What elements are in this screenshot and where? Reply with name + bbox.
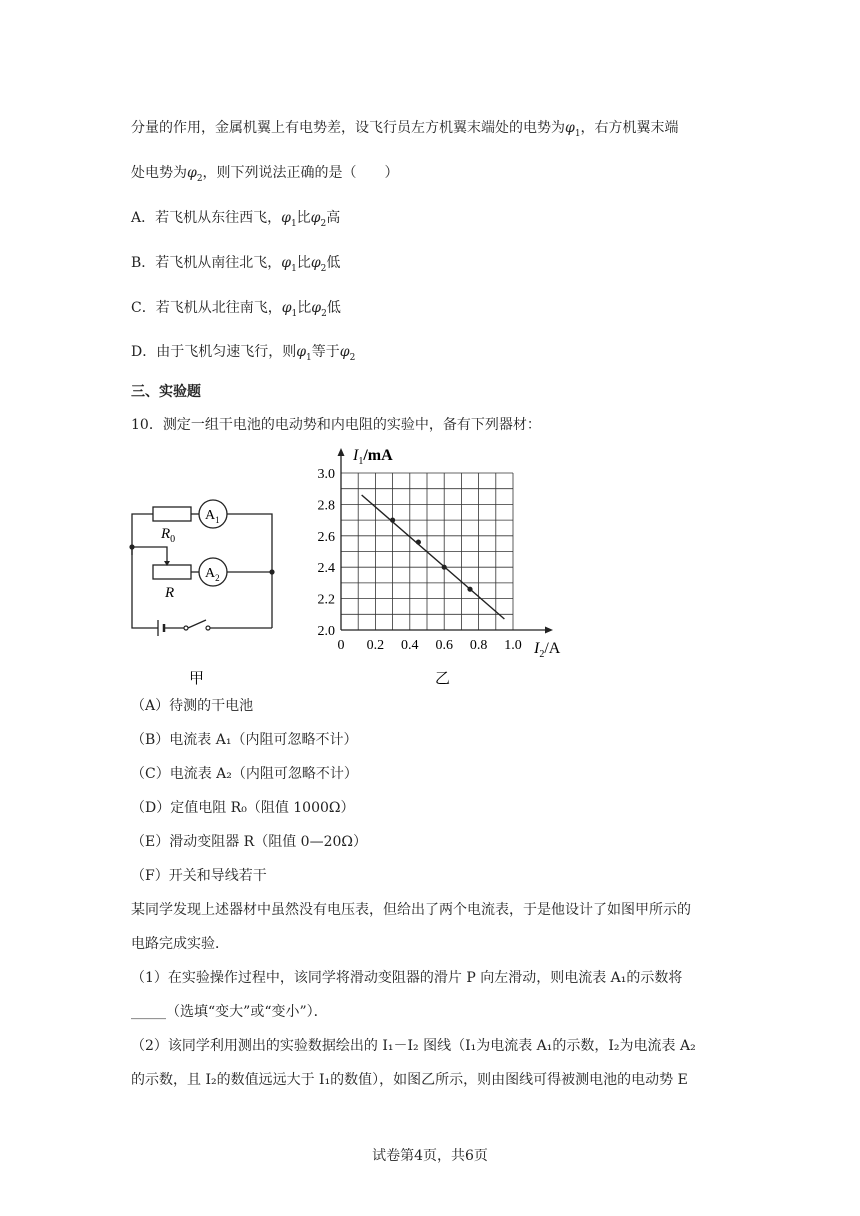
data-point — [467, 587, 472, 592]
junction-right — [269, 569, 274, 574]
sub-question-2-line-2: 的示数，且 I₂的数值远远大于 I₁的数值），如图乙所示，则由图线可得被测电池的电动势 E — [131, 1072, 688, 1088]
option-c: C．若飞机从北往南飞，$\varphi_1$比$\varphi_2$低 — [131, 300, 341, 319]
label-a2: $A_2$ — [205, 566, 220, 583]
data-point — [390, 518, 395, 523]
circuit-diagram — [115, 485, 290, 695]
switch-blade — [188, 620, 206, 628]
option-a: A．若飞机从东往西飞，$\varphi_1$比$\varphi_2$高 — [131, 210, 341, 229]
intro-line-2: 处电势为$\varphi_2$，则下列说法正确的是（ ） — [131, 165, 399, 184]
section-heading: 三、实验题 — [131, 384, 201, 400]
option-b: B．若飞机从南往北飞，$\varphi_1$比$\varphi_2$低 — [131, 255, 341, 274]
phi1-symbol: $\varphi_1$ — [565, 120, 581, 139]
x-tick-label: 1.0 — [504, 638, 522, 653]
caption-jia: 甲 — [189, 671, 205, 687]
graph-axes — [338, 448, 554, 634]
equipment-f: （F）开关和导线若干 — [131, 868, 267, 884]
question-10-stem: 10．测定一组干电池的电动势和内电阻的实验中，备有下列器材： — [131, 417, 541, 433]
x-tick-label: 0.8 — [469, 638, 488, 653]
x-axis-label: $I_2/A$ — [534, 640, 561, 660]
y-tick-label: 2.8 — [317, 498, 335, 514]
label-r: R — [165, 585, 175, 601]
label-a1: $A_1$ — [205, 508, 220, 525]
page-footer: 试卷第4页，共6页 — [372, 1148, 488, 1164]
intro-line-1: 分量的作用，金属机翼上有电势差，设飞行员左方机翼末端处的电势为$\varphi_1$，右方机翼末端 — [131, 120, 679, 139]
y-tick-label: 2.0 — [317, 624, 335, 639]
equipment-d: （D）定值电阻 R₀（阻值 1000Ω） — [131, 800, 355, 816]
x-axis-arrow — [545, 627, 553, 634]
y-tick-label: 2.4 — [317, 561, 335, 577]
graph-ticks — [318, 467, 522, 653]
y-tick-label: 3.0 — [317, 467, 335, 482]
y-tick-label: 2.2 — [317, 592, 335, 608]
x-tick-label: 0 — [337, 638, 345, 653]
y-tick-label: 2.6 — [317, 529, 335, 545]
rheostat-r — [153, 565, 191, 579]
junction-left — [129, 544, 134, 549]
x-tick-label: 0.4 — [401, 638, 419, 653]
fit-line — [362, 495, 505, 619]
sub-question-1-line-1: （1）在实验操作过程中，该同学将滑动变阻器的滑片 P 向左滑动，则电流表 A₁的示数将 — [131, 970, 683, 986]
data-point — [416, 539, 421, 544]
paragraph-line-2: 电路完成实验． — [131, 936, 229, 952]
graph-data — [362, 495, 505, 619]
x-tick-label: 0.2 — [366, 638, 385, 653]
equipment-b: （B）电流表 A₁（内阻可忽略不计） — [131, 732, 358, 748]
i1-i2-graph — [305, 440, 575, 690]
phi2-symbol: $\varphi_2$ — [187, 165, 203, 184]
data-point — [442, 565, 447, 570]
caption-yi: 乙 — [435, 671, 451, 687]
resistor-r0 — [153, 507, 191, 521]
sub-question-2-line-1: （2）该同学利用测出的实验数据绘出的 I₁－I₂ 图线（I₁为电流表 A₁的示数，I₂为电流表 A₂ — [131, 1038, 696, 1054]
sub-question-1-line-2: _____（选填“变大”或“变小”）． — [131, 1004, 328, 1020]
equipment-e: （E）滑动变阻器 R（阻值 0—20Ω） — [131, 834, 367, 850]
label-r0: $R_0$ — [161, 526, 176, 545]
y-axis-label: $I_1/mA$ — [353, 447, 393, 467]
equipment-c: （C）电流表 A₂（内阻可忽略不计） — [131, 766, 358, 782]
x-tick-label: 0.6 — [435, 638, 453, 653]
paragraph-line-1: 某同学发现上述器材中虽然没有电压表，但给出了两个电流表，于是他设计了如图甲所示的 — [131, 902, 691, 918]
y-axis-arrow — [338, 448, 345, 456]
equipment-a: （A）待测的干电池 — [131, 698, 254, 714]
option-d: D．由于飞机匀速飞行，则$\varphi_1$等于$\varphi_2$ — [131, 344, 356, 363]
